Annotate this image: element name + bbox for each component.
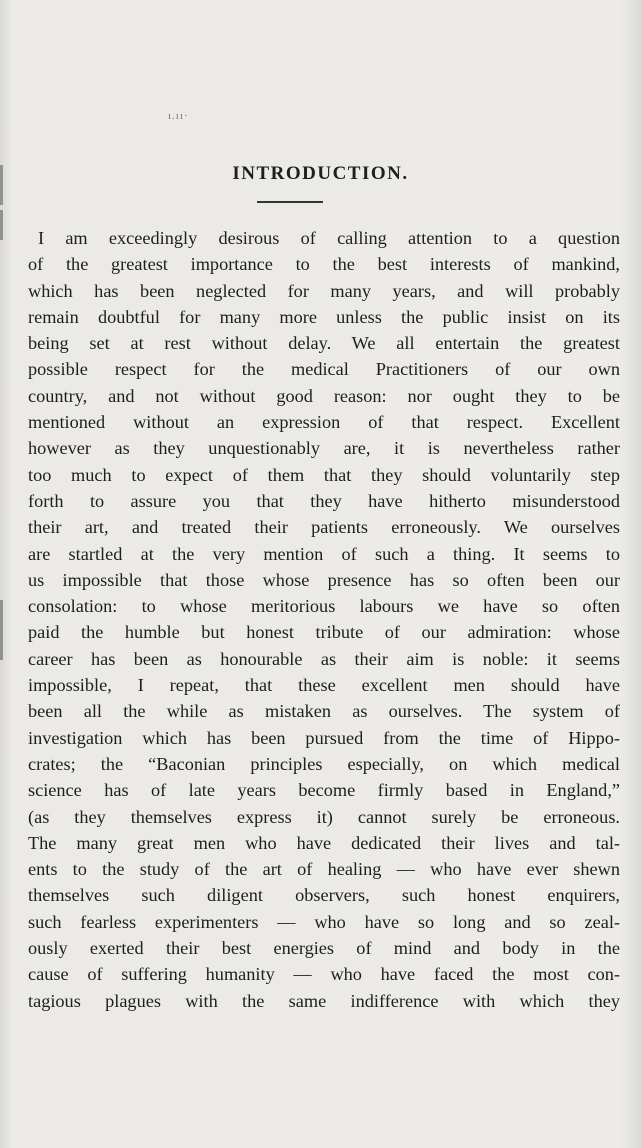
- text-line: are startled at the very mention of such a thing. It seems to: [28, 543, 620, 564]
- text-line: which has been neglected for many years, and will probably: [28, 280, 620, 301]
- text-line: ously exerted their best energies of mind and body in the: [28, 938, 620, 959]
- body-text: [28, 225, 620, 1014]
- text-line: forth to assure you that they have hitherto misunderstood: [28, 490, 620, 511]
- text-line: (as they themselves express it) cannot surely be erroneous.: [28, 806, 620, 827]
- text-line: their art, and treated their patients erroneously. We ourselves: [28, 517, 620, 538]
- text-line: such fearless experimenters — who have so long and so zeal-: [28, 911, 620, 932]
- text-line: too much to expect of them that they should voluntarily step: [28, 464, 620, 485]
- text-line: ents to the study of the art of healing — who have ever shewn: [28, 859, 620, 880]
- text-line: tagious plagues with the same indifference with which they: [28, 990, 620, 1011]
- text-line: career has been as honourable as their aim is noble: it seems: [28, 648, 620, 669]
- text-line: however as they unquestionably are, it is nevertheless rather: [28, 438, 620, 459]
- text-line: possible respect for the medical Practitioners of our own: [28, 359, 620, 380]
- text-line: crates; the “Baconian principles especially, on which medical: [28, 753, 620, 774]
- text-line: remain doubtful for many more unless the public insist on its: [28, 306, 620, 327]
- text-line: country, and not without good reason: nor ought they to be: [28, 385, 620, 406]
- text-line: being set at rest without delay. We all entertain the greatest: [28, 333, 620, 354]
- text-line: The many great men who have dedicated their lives and tal-: [28, 832, 620, 853]
- text-line: mentioned without an expression of that respect. Excellent: [28, 412, 620, 433]
- chapter-title: INTRODUCTION.: [232, 163, 409, 184]
- text-line: themselves such diligent observers, such honest enquirers,: [28, 885, 620, 906]
- text-line: paid the humble but honest tribute of our admiration: whose: [28, 622, 620, 643]
- page-edge-mark: [0, 210, 3, 240]
- text-line: been all the while as mistaken as ourselves. The system of: [28, 701, 620, 722]
- text-line: us impossible that those whose presence has so often been our: [28, 569, 620, 590]
- text-line: I am exceedingly desirous of calling attention to a question: [38, 228, 620, 248]
- page-edge-mark: [0, 600, 3, 660]
- text-line: investigation which has been pursued from the time of Hippo-: [28, 727, 620, 748]
- text-line: impossible, I repeat, that these excellent men should have: [28, 675, 620, 696]
- text-line: consolation: to whose meritorious labours we have so often: [28, 596, 620, 617]
- text-line: cause of suffering humanity — who have faced the most con-: [28, 964, 620, 985]
- text-line: of the greatest importance to the best interests of mankind,: [28, 254, 620, 275]
- text-line: science has of late years become firmly based in England,”: [28, 780, 620, 801]
- stray-print-mark: ı.ıı·: [168, 110, 189, 122]
- title-rule: [257, 201, 323, 203]
